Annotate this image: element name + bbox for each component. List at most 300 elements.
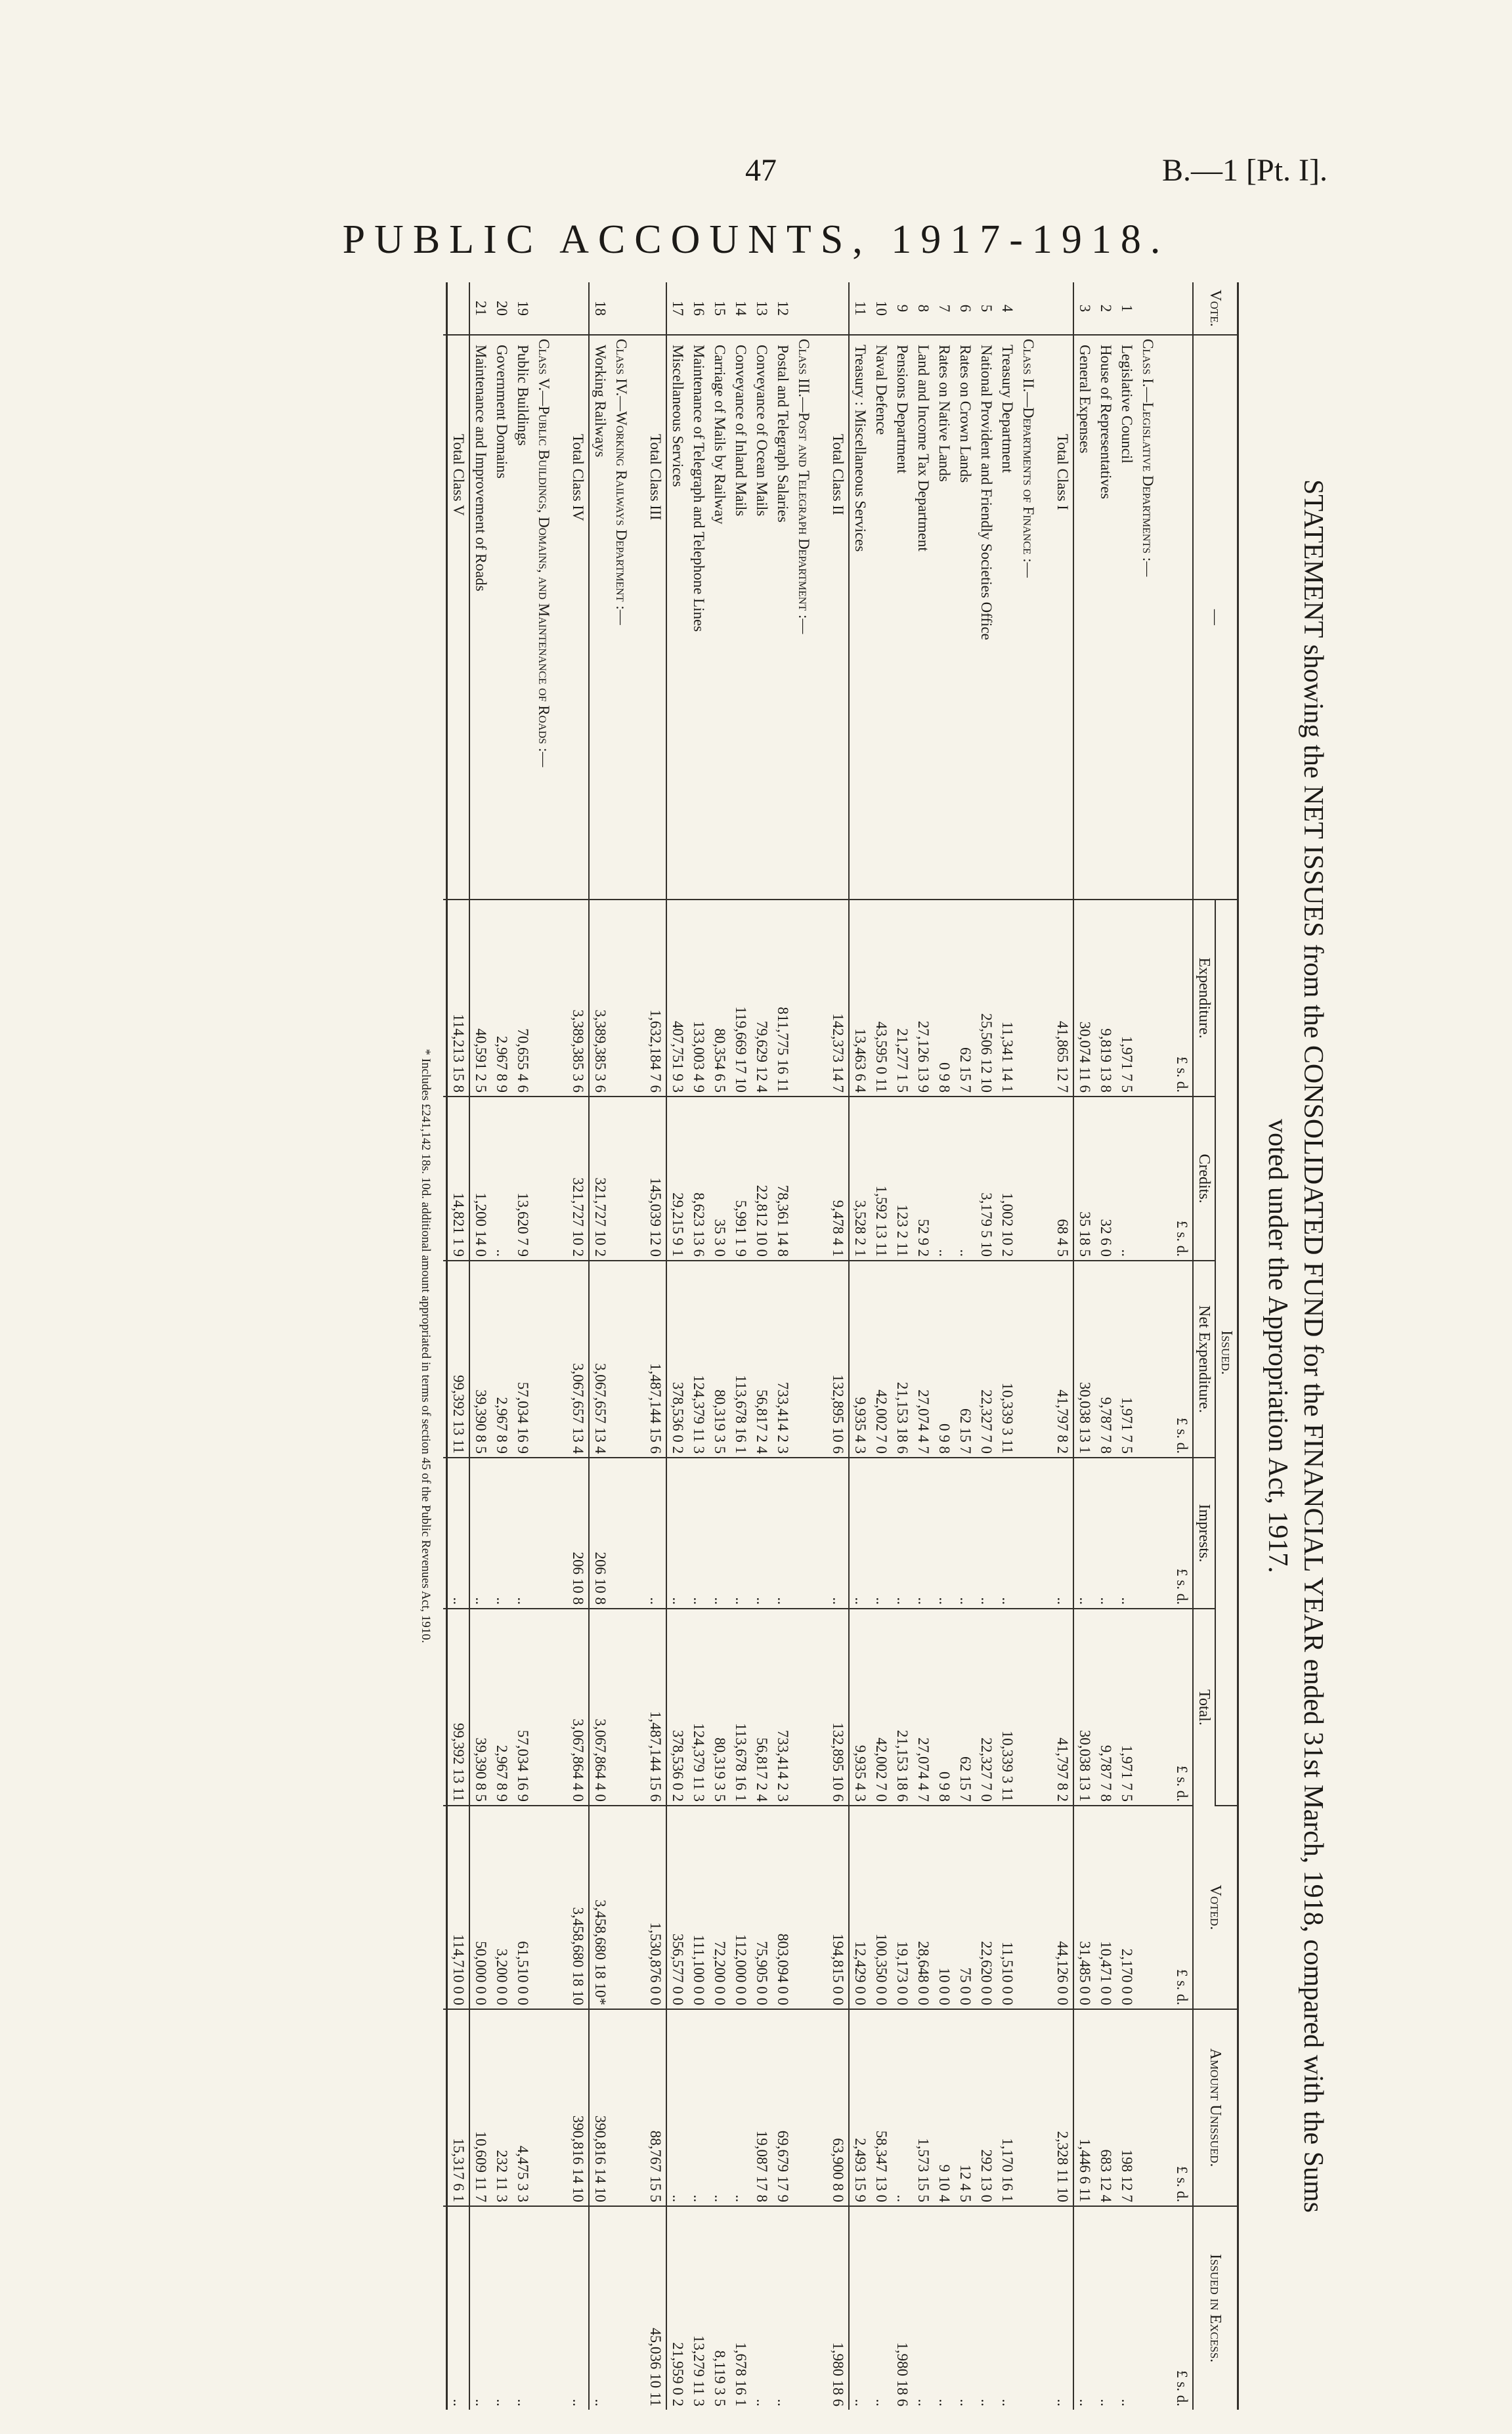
issued-in-excess-cell: .. [1098,2399,1114,2406]
issued-in-excess-cell: 8,119 3 5 [712,2350,728,2406]
credits-cell: 5,991 1 9 [730,1097,751,1261]
table-row [955,282,976,2410]
imprests-cell: .. [1116,1458,1137,1609]
table-row [1073,282,1095,2410]
item-description: National Provident and Friendly Societies Office [976,335,997,900]
spacer-row [814,282,827,2410]
total-cell: 0 9 8 [934,1609,955,1806]
units-label: £ s. d. [1174,2370,1190,2406]
credits-cell: 32 6 0 [1095,1097,1116,1261]
vote-number: 8 [913,282,934,335]
credits-cell: .. [934,1097,955,1261]
issued-in-excess-cell [1137,2206,1158,2410]
expenditure-cell: 3,389,385 3 6 [589,900,611,1097]
vote-number [1137,282,1158,335]
vote-number: 12 [772,282,793,335]
expenditure-cell: 27,126 13 9 [913,900,934,1097]
amount-unissued-cell: 2,493 15 9 [849,2009,871,2206]
voted-cell: 75,905 0 0 [751,1806,772,2009]
amount-unissued-header: Amount Unissued. [1193,2009,1238,2206]
issued-in-excess-cell [793,2206,814,2410]
voted-cell: 75 0 0 [955,1806,976,2009]
total-cell: 62 15 7 [955,1609,976,1806]
imprests-cell: .. [709,1458,730,1609]
total-cell: 80,319 3 5 [709,1609,730,1806]
imprests-cell: .. [849,1458,871,1609]
expenditure-cell: 811,775 16 11 [772,900,793,1097]
net-expenditure-cell: 42,002 7 0 [871,1261,892,1458]
amount-unissued-cell: 198 12 7 [1116,2009,1137,2206]
net-expenditure-cell: 3,067,657 13 4 [567,1261,589,1458]
class-total-row [447,282,470,2410]
total-cell: 124,379 11 3 [688,1609,709,1806]
total-cell [1137,1609,1158,1806]
amount-unissued-cell: 4,475 3 3 [512,2009,533,2206]
total-cell [533,1609,554,1806]
imprests-cell: .. [1095,1458,1116,1609]
units-label: £ s. d. [1171,1261,1193,1458]
credits-cell: 9,478 4 1 [827,1097,849,1261]
class-heading-row [533,282,554,2410]
voted-cell: 11,510 0 0 [997,1806,1018,2009]
imprests-cell: .. [730,1458,751,1609]
amount-unissued-cell: 1,170 16 1 [997,2009,1018,2206]
amount-unissued-cell: .. [892,2009,913,2206]
units-row [1171,282,1193,2410]
expenditure-cell [1018,900,1039,1097]
credits-cell: 321,727 10 2 [567,1097,589,1261]
net-expenditure-cell [533,1261,554,1458]
expenditure-cell: 1,971 7 5 [1116,900,1137,1097]
credits-cell: 1,200 14 0 [469,1097,491,1261]
amount-unissued-cell: 2,328 11 10 [1052,2009,1073,2206]
item-description: Conveyance of Ocean Mails [751,335,772,900]
vote-number: 19 [512,282,533,335]
credits-cell [1018,1097,1039,1261]
total-cell: 378,536 0 2 [666,1609,688,1806]
net-expenditure-cell: 21,153 18 6 [892,1261,913,1458]
credits-cell: 321,727 10 2 [589,1097,611,1261]
credits-cell: 68 4 5 [1052,1097,1073,1261]
spacer-row [1158,282,1171,2410]
class-total-row [827,282,849,2410]
total-cell: 99,392 13 11 [447,1609,470,1806]
issued-in-excess-cell: .. [473,2399,489,2406]
class-heading-row [611,282,632,2410]
amount-unissued-cell: 19,087 17 8 [751,2009,772,2206]
total-label: Total Class V [447,335,470,900]
voted-cell: 61,510 0 0 [512,1806,533,2009]
expenditure-cell: 79,629 12 4 [751,900,772,1097]
class-total-row [567,282,589,2410]
units-label: £ s. d. [1171,1458,1193,1609]
class-heading: Class II.—Departments of Finance :— [1018,335,1039,900]
vote-number: 15 [709,282,730,335]
item-description: Carriage of Mails by Railway [709,335,730,900]
credits-cell: 22,812 10 0 [751,1097,772,1261]
issued-in-excess-cell: .. [1052,2206,1073,2410]
issued-in-excess-cell: .. [567,2206,589,2410]
net-expenditure-cell: 3,067,657 13 4 [589,1261,611,1458]
credits-cell: 3,528 2 1 [849,1097,871,1261]
table-row [997,282,1018,2410]
vote-number: 6 [955,282,976,335]
imprests-cell [1137,1458,1158,1609]
total-cell: 56,817 2 4 [751,1609,772,1806]
expenditure-cell: 2,967 8 9 [491,900,512,1097]
voted-cell: 22,620 0 0 [976,1806,997,2009]
expenditure-cell: 41,865 12 7 [1052,900,1073,1097]
voted-cell: 356,577 0 0 [666,1806,688,2009]
voted-cell: 3,458,680 18 10* [589,1806,611,2009]
total-cell: 22,327 7 0 [976,1609,997,1806]
expenditure-cell: 30,074 11 6 [1073,900,1095,1097]
imprests-cell: .. [1073,1458,1095,1609]
item-description: Legislative Council [1116,335,1137,900]
imprests-cell: .. [491,1458,512,1609]
imprests-cell: .. [1052,1458,1073,1609]
amount-unissued-cell: 12 4 5 [955,2009,976,2206]
expenditure-cell: 142,373 14 7 [827,900,849,1097]
vote-number: 5 [976,282,997,335]
vote-number: 9 [892,282,913,335]
expenditure-cell: 80,354 6 5 [709,900,730,1097]
voted-cell: 194,815 0 0 [827,1806,849,2009]
amount-unissued-cell [1018,2009,1039,2206]
amount-unissued-cell [793,2009,814,2206]
total-cell: 1,971 7 5 [1116,1609,1137,1806]
expenditure-cell [793,900,814,1097]
imprests-cell: .. [955,1458,976,1609]
issued-in-excess-cell: .. [957,2399,974,2406]
net-expenditure-cell: 22,327 7 0 [976,1261,997,1458]
expenditure-cell [1137,900,1158,1097]
total-cell: 2,967 8 9 [491,1609,512,1806]
vote-number: 16 [688,282,709,335]
credits-header: Credits. [1193,1097,1215,1261]
credits-cell: 1,002 10 2 [997,1097,1018,1261]
vote-number: 10 [871,282,892,335]
amount-unissued-cell: 69,679 17 9 [772,2009,793,2206]
table-row [1095,282,1116,2410]
voted-cell [1018,1806,1039,2009]
spacer-row [1039,282,1052,2410]
expenditure-cell: 11,341 14 1 [997,900,1018,1097]
class-heading: Class IV.—Working Railways Department :— [611,335,632,900]
total-cell: 41,797 8 2 [1052,1609,1073,1806]
table-row [892,282,913,2410]
page-reference: B.—1 [Pt. I]. [1162,153,1328,188]
units-label: £ s. d. [1171,900,1193,1097]
total-cell: 39,390 8 5 [469,1609,491,1806]
amount-unissued-cell: 9 10 4 [934,2009,955,2206]
voted-cell: 10 0 0 [934,1806,955,2009]
net-expenditure-cell: 30,038 13 1 [1073,1261,1095,1458]
net-expenditure-cell: 62 15 7 [955,1261,976,1458]
amount-unissued-cell: .. [688,2009,709,2206]
vote-number: 20 [491,282,512,335]
total-cell: 3,067,864 4 0 [589,1609,611,1806]
voted-cell: 3,458,680 18 10 [567,1806,589,2009]
table-row [849,282,871,2410]
imprests-cell: .. [934,1458,955,1609]
voted-cell: 111,100 0 0 [688,1806,709,2009]
issued-in-excess-cell: 1,678 16 1 [733,2342,749,2406]
vote-number [1018,282,1039,335]
credits-cell [793,1097,814,1261]
units-label: £ s. d. [1171,1097,1193,1261]
item-description: Maintenance and Improvement of Roads [469,335,491,900]
issued-in-excess-cell: .. [447,2206,470,2410]
item-description: Miscellaneous Services [666,335,688,900]
voted-cell: 19,173 0 0 [892,1806,913,2009]
net-expenditure-cell: 27,074 4 7 [913,1261,934,1458]
total-cell: 1,487,144 15 6 [645,1609,666,1806]
issued-in-excess-cell: .. [775,2399,791,2406]
voted-cell: 1,530,876 0 0 [645,1806,666,2009]
issued-in-excess-cell: .. [754,2399,770,2406]
vote-number: 13 [751,282,772,335]
expenditure-cell: 0 9 8 [934,900,955,1097]
total-label: Total Class II [827,335,849,900]
vote-number [567,282,589,335]
imprests-cell [611,1458,632,1609]
amount-unissued-cell: .. [666,2009,688,2206]
issued-in-excess-cell: .. [494,2399,510,2406]
table-row [512,282,533,2410]
class-heading: Class III.—Post and Telegraph Department :— [793,335,814,900]
net-expenditure-cell: 378,536 0 2 [666,1261,688,1458]
total-cell: 113,678 16 1 [730,1609,751,1806]
voted-cell: 100,350 0 0 [871,1806,892,2009]
rotated-statement-page [97,282,1331,2410]
total-header: Total. [1193,1609,1215,1806]
voted-cell [1137,1806,1158,2009]
item-description: Rates on Crown Lands [955,335,976,900]
total-cell: 27,074 4 7 [913,1609,934,1806]
imprests-header: Imprests. [1193,1458,1215,1609]
net-expenditure-cell [1137,1261,1158,1458]
expenditure-cell: 9,819 13 8 [1095,900,1116,1097]
total-label: Total Class I [1052,335,1073,900]
item-description: Conveyance of Inland Mails [730,335,751,900]
class-total-row [1052,282,1073,2410]
table-row [751,282,772,2410]
total-cell: 3,067,864 4 0 [567,1609,589,1806]
amount-unissued-cell: .. [709,2009,730,2206]
spacer-row [632,282,645,2410]
voted-cell: 803,094 0 0 [772,1806,793,2009]
total-cell [611,1609,632,1806]
expenditure-cell: 1,632,184 7 6 [645,900,666,1097]
net-expenditure-cell: 113,678 16 1 [730,1261,751,1458]
imprests-cell: .. [772,1458,793,1609]
voted-cell: 28,648 0 0 [913,1806,934,2009]
spacer-row [554,282,567,2410]
issued-in-excess-cell: 45,036 10 11 [645,2206,666,2410]
statement-line-1: STATEMENT showing the NET ISSUES from the CONSOLIDATED FUND for the FINANCIAL YEAR ended 31st March, 1918, compared with the Sums [1298,479,1328,2213]
net-expenditure-cell: 41,797 8 2 [1052,1261,1073,1458]
imprests-cell: .. [871,1458,892,1609]
expenditure-cell: 119,669 17 10 [730,900,751,1097]
total-cell: 30,038 13 1 [1073,1609,1095,1806]
voted-cell: 2,170 0 0 [1116,1806,1137,2009]
table-row [913,282,934,2410]
total-cell: 10,339 3 11 [997,1609,1018,1806]
item-description: Treasury Department [997,335,1018,900]
item-description: Public Buildings [512,335,533,900]
credits-cell [1137,1097,1158,1261]
voted-header: Voted. [1193,1806,1238,2009]
units-label: £ s. d. [1171,2009,1193,2206]
expenditure-header: Expenditure. [1193,900,1215,1097]
item-description: Postal and Telegraph Salaries [772,335,793,900]
net-expenditure-cell: 57,034 16 9 [512,1261,533,1458]
class-heading-row [1018,282,1039,2410]
net-expenditure-cell: 0 9 8 [934,1261,955,1458]
total-cell: 42,002 7 0 [871,1609,892,1806]
vote-number [645,282,666,335]
vote-number: 4 [997,282,1018,335]
total-cell: 21,153 18 6 [892,1609,913,1806]
net-expenditure-cell: 1,971 7 5 [1116,1261,1137,1458]
imprests-cell: .. [447,1458,470,1609]
units-label: £ s. d. [1171,1609,1193,1806]
credits-cell: 52 9 2 [913,1097,934,1261]
issued-in-excess-cell: 1,980 18 6 [827,2206,849,2410]
net-expenditure-cell: 39,390 8 5 [469,1261,491,1458]
issued-in-excess-cell: 21,959 0 2 [670,2342,686,2406]
vote-number [1052,282,1073,335]
net-expenditure-cell: 733,414 2 3 [772,1261,793,1458]
amount-unissued-cell: 10,609 11 7 [469,2009,491,2206]
expenditure-cell: 62 15 7 [955,900,976,1097]
amount-unissued-cell: 1,573 15 5 [913,2009,934,2206]
issued-in-excess-cell: .. [999,2399,1016,2406]
credits-cell: 3,179 5 10 [976,1097,997,1261]
voted-cell: 10,471 0 0 [1095,1806,1116,2009]
net-expenditure-cell: 10,339 3 11 [997,1261,1018,1458]
net-expenditure-cell: 124,379 11 3 [688,1261,709,1458]
class-heading-row [793,282,814,2410]
credits-cell: 78,361 14 8 [772,1097,793,1261]
amount-unissued-cell [1137,2009,1158,2206]
net-expenditure-cell [1018,1261,1039,1458]
net-expenditure-cell [793,1261,814,1458]
credits-cell: 13,620 7 9 [512,1097,533,1261]
issued-in-excess-cell: .. [915,2399,932,2406]
voted-cell: 72,200 0 0 [709,1806,730,2009]
vote-number: 7 [934,282,955,335]
total-label: Total Class IV [567,335,589,900]
imprests-cell: .. [512,1458,533,1609]
vote-number: 1 [1116,282,1137,335]
amount-unissued-cell [533,2009,554,2206]
imprests-cell [1018,1458,1039,1609]
vote-number: 2 [1095,282,1116,335]
imprests-cell: .. [469,1458,491,1609]
vote-header: Vote. [1193,282,1238,335]
net-expenditure-header: Net Expenditure. [1193,1261,1215,1458]
voted-cell: 50,000 0 0 [469,1806,491,2009]
credits-cell: 35 18 5 [1073,1097,1095,1261]
table-row [589,282,611,2410]
amount-unissued-cell: 1,446 6 11 [1073,2009,1095,2206]
table-row [772,282,793,2410]
imprests-cell: .. [827,1458,849,1609]
expenditure-cell: 133,003 4 9 [688,900,709,1097]
expenditure-cell: 114,213 15 8 [447,900,470,1097]
statement-line-2: voted under the Appropriation Act, 1917. [1263,1119,1293,1573]
total-cell: 132,895 10 6 [827,1609,849,1806]
class-heading-row [1137,282,1158,2410]
credits-cell [533,1097,554,1261]
table-row [730,282,751,2410]
voted-cell: 31,485 0 0 [1073,1806,1095,2009]
table-row [976,282,997,2410]
issued-in-excess-cell: .. [1077,2399,1093,2406]
total-cell: 57,034 16 9 [512,1609,533,1806]
net-issues-table [443,282,1239,2410]
vote-number [793,282,814,335]
amount-unissued-cell: 58,347 13 0 [871,2009,892,2206]
net-expenditure-cell: 80,319 3 5 [709,1261,730,1458]
voted-cell: 112,000 0 0 [730,1806,751,2009]
expenditure-cell [611,900,632,1097]
expenditure-cell: 25,506 12 10 [976,900,997,1097]
vote-number [827,282,849,335]
expenditure-cell: 21,277 1 5 [892,900,913,1097]
imprests-cell: .. [892,1458,913,1609]
voted-cell: 44,126 0 0 [1052,1806,1073,2009]
issued-in-excess-cell [533,2206,554,2410]
table-body [447,282,1194,2410]
net-expenditure-cell: 99,392 13 11 [447,1261,470,1458]
class-total-row [645,282,666,2410]
issued-in-excess-cell: 1,980 18 6 [894,2342,911,2406]
imprests-cell: .. [688,1458,709,1609]
table-row [666,282,688,2410]
item-description: Naval Defence [871,335,892,900]
table-row [469,282,491,2410]
class-heading: Class I.—Legislative Departments :— [1137,335,1158,900]
issued-header: Issued. [1215,900,1238,1806]
item-description: Treasury : Miscellaneous Services [849,335,871,900]
voted-cell: 114,710 0 0 [447,1806,470,2009]
amount-unissued-cell: 63,900 8 0 [827,2009,849,2206]
imprests-cell [793,1458,814,1609]
amount-unissued-cell: 232 11 3 [491,2009,512,2206]
table-row [709,282,730,2410]
imprests-cell: .. [913,1458,934,1609]
item-description: Government Domains [491,335,512,900]
amount-unissued-cell: 292 13 0 [976,2009,997,2206]
imprests-cell [533,1458,554,1609]
table-row [688,282,709,2410]
expenditure-cell: 13,463 6 4 [849,900,871,1097]
net-expenditure-cell [611,1261,632,1458]
total-cell: 733,414 2 3 [772,1609,793,1806]
vote-number: 14 [730,282,751,335]
credits-cell: 29,215 9 1 [666,1097,688,1261]
voted-cell: 3,200 0 0 [491,1806,512,2009]
expenditure-cell [533,900,554,1097]
issued-in-excess-cell: .. [936,2399,953,2406]
expenditure-cell: 70,655 4 6 [512,900,533,1097]
table-row [871,282,892,2410]
voted-cell [793,1806,814,2009]
total-cell [1018,1609,1039,1806]
